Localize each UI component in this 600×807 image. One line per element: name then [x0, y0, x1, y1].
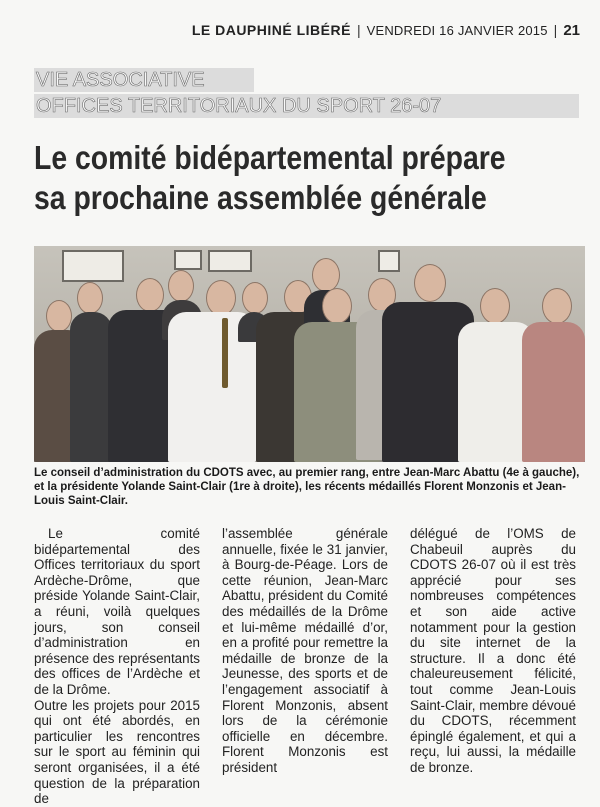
- article-paragraph: Outre les projets pour 2015 qui ont été abordés, en particulier les rencontres sur le sport au féminin qui seront organisées, il a été question de la préparation de: [34, 697, 200, 807]
- section-label: VIE ASSOCIATIVE: [34, 68, 254, 92]
- headline-line-2: sa prochaine assemblée générale: [34, 179, 487, 216]
- wall-frame: [174, 250, 202, 270]
- wall-frame: [378, 250, 400, 272]
- article-paragraph: l’assemblée générale annuelle, fixée le 31 janvier, à Bourg-de-Péage. Lors de cette réunion, Jean-Marc Abattu, président du Comité des médaillés de la Drôme et lui-même médaillé d’or, en a profité pour remettre la médaille de bronze de la Jeunesse, des sports et de l’engagement associatif à Florent Monzonis, absent lors de la cérémonie officielle en décembre. Florent Monzonis est président: [222, 526, 388, 775]
- subsection-label: OFFICES TERRITORIAUX DU SPORT 26-07: [34, 94, 579, 118]
- article-headline: [34, 138, 584, 218]
- header-separator: |: [356, 22, 361, 38]
- article-paragraph: délégué de l’OMS de Chabeuil auprès du CDOTS 26-07 où il est très apprécié pour ses nombreuses compétences et son aide active notamment pour la gestion du site internet de la structure. Il a donc été chaleureusement félicité, tout comme Jean-Louis Saint-Clair, membre dévoué du CDOTS, récemment épinglé également, et qui a reçu, lui aussi, la médaille de bronze.: [410, 526, 576, 775]
- photo-caption: Le conseil d’administration du CDOTS avec, au premier rang, entre Jean-Marc Abattu (4e à gauche), et la présidente Yolande Saint-Clair (1re à droite), les récents médaillés Florent Monzonis et Jean-Louis Saint-Clair.: [34, 467, 580, 507]
- wall-frame: [62, 250, 124, 282]
- wall-frame: [208, 250, 252, 272]
- article-column-1: [34, 526, 200, 807]
- header-separator-2: |: [553, 22, 558, 38]
- newspaper-name: LE DAUPHINÉ LIBÉRÉ: [191, 22, 351, 38]
- article-paragraph: Le comité bidépartemental des Offices territoriaux du sport Ardèche-Drôme, que préside Yolande Saint-Clair, a réuni, voilà quelques jours, son conseil d’administration en présence des représentants des offices de l’Ardèche et de la Drôme.: [34, 526, 200, 697]
- article-column-2: [222, 526, 388, 776]
- page-header: [120, 18, 580, 42]
- headline-line-1: Le comité bidépartemental prépare: [34, 139, 506, 176]
- article-column-3: [410, 526, 576, 776]
- page-number: 21: [563, 21, 580, 39]
- group-photo: [34, 246, 585, 462]
- issue-date: VENDREDI 16 JANVIER 2015: [366, 22, 548, 38]
